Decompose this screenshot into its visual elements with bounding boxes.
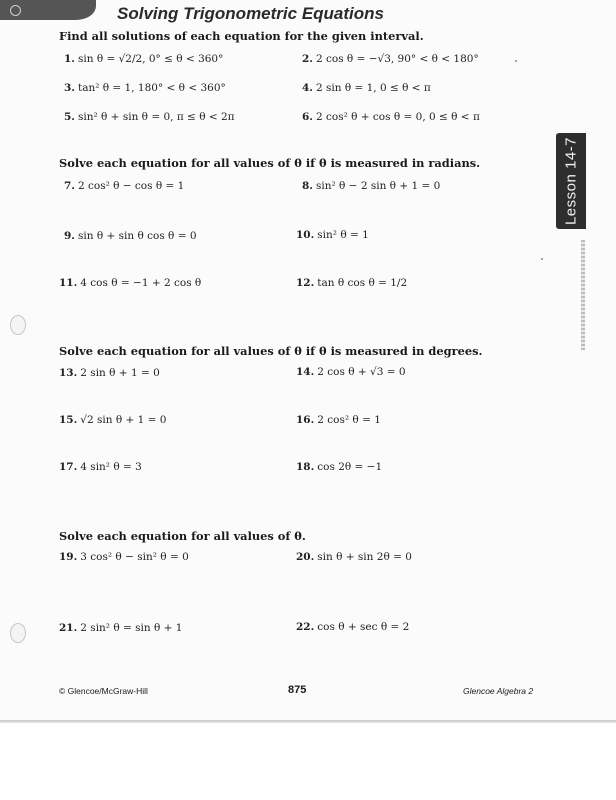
problem-18	[296, 461, 382, 473]
problem-number: 20.	[296, 551, 315, 563]
problem-9	[64, 230, 197, 242]
section-4-instruction: Solve each equation for all values of θ.	[59, 529, 306, 543]
problem-text: sin θ = √2/2, 0° ≤ θ < 360°	[77, 53, 224, 65]
problem-number: 16.	[296, 414, 315, 426]
problem-1	[64, 53, 223, 65]
problem-text: 2 cos θ + √3 = 0	[317, 366, 406, 378]
section-1-instruction: Find all solutions of each equation for the given interval.	[59, 29, 424, 43]
problem-6	[302, 111, 480, 123]
problem-text: sin θ + sin 2θ = 0	[317, 551, 412, 563]
problem-2	[302, 53, 479, 65]
footer-publisher: © Glencoe/McGraw-Hill	[59, 686, 148, 696]
problem-13	[59, 367, 160, 379]
problem-text: 2 cos² θ − cos θ = 1	[77, 180, 185, 192]
problem-text: √2 sin θ + 1 = 0	[80, 414, 167, 426]
problem-20	[296, 551, 412, 563]
problem-text: 2 sin² θ = sin θ + 1	[80, 622, 183, 634]
problem-15	[59, 414, 166, 426]
problem-8	[302, 180, 440, 192]
problem-17	[59, 461, 142, 473]
footer-page-number: 875	[288, 684, 307, 696]
problem-number: 4.	[302, 82, 313, 94]
problem-text: sin θ + sin θ cos θ = 0	[77, 230, 197, 242]
problem-10	[296, 229, 369, 241]
problem-number: 14.	[296, 366, 315, 378]
scan-edge	[0, 720, 616, 723]
problem-text: 2 cos² θ = 1	[317, 414, 381, 426]
problem-number: 12.	[296, 277, 315, 289]
section-3-instruction: Solve each equation for all values of θ if θ is measured in degrees.	[59, 344, 483, 358]
problem-number: 21.	[59, 622, 78, 634]
scan-speck	[515, 60, 517, 62]
problem-number: 6.	[302, 111, 313, 123]
problem-text: sin² θ − 2 sin θ + 1 = 0	[315, 180, 441, 192]
problem-text: 2 cos² θ + cos θ = 0, 0 ≤ θ < π	[315, 111, 480, 123]
binder-strip	[581, 240, 585, 350]
footer-book: Glencoe Algebra 2	[463, 686, 534, 696]
problem-11	[59, 277, 201, 289]
ring-icon	[10, 5, 21, 16]
page-title: Solving Trigonometric Equations	[117, 4, 384, 23]
problem-number: 1.	[64, 53, 75, 65]
problem-number: 5.	[64, 111, 75, 123]
punch-hole-icon	[10, 315, 26, 335]
problem-number: 18.	[296, 461, 315, 473]
problem-number: 19.	[59, 551, 78, 563]
problem-number: 8.	[302, 180, 313, 192]
problem-text: sin² θ = 1	[317, 229, 369, 241]
problem-number: 2.	[302, 53, 313, 65]
problem-19	[59, 551, 189, 563]
scan-speck	[541, 258, 543, 260]
problem-4	[302, 82, 431, 94]
problem-number: 13.	[59, 367, 78, 379]
problem-7	[64, 180, 184, 192]
problem-number: 17.	[59, 461, 78, 473]
problem-text: cos 2θ = −1	[317, 461, 383, 473]
problem-number: 22.	[296, 621, 315, 633]
problem-number: 15.	[59, 414, 78, 426]
punch-hole-icon	[10, 623, 26, 643]
problem-3	[64, 82, 226, 94]
problem-12	[296, 277, 407, 289]
lesson-tab-label: Lesson 14-7	[562, 136, 580, 226]
problem-text: 2 cos θ = −√3, 90° < θ < 180°	[315, 53, 479, 65]
section-2-instruction: Solve each equation for all values of θ if θ is measured in radians.	[59, 156, 481, 170]
problem-text: 2 sin θ = 1, 0 ≤ θ < π	[315, 82, 431, 94]
problem-5	[64, 111, 235, 123]
problem-21	[59, 622, 182, 634]
corner-tab	[0, 0, 96, 20]
problem-text: 4 cos θ = −1 + 2 cos θ	[80, 277, 202, 289]
problem-number: 9.	[64, 230, 75, 242]
problem-22	[296, 621, 409, 633]
problem-text: 2 sin θ + 1 = 0	[80, 367, 160, 379]
problem-text: 3 cos² θ − sin² θ = 0	[80, 551, 189, 563]
problem-14	[296, 366, 406, 378]
problem-text: sin² θ + sin θ = 0, π ≤ θ < 2π	[77, 111, 235, 123]
problem-text: cos θ + sec θ = 2	[317, 621, 410, 633]
problem-number: 3.	[64, 82, 75, 94]
problem-text: tan θ cos θ = 1/2	[317, 277, 408, 289]
problem-text: tan² θ = 1, 180° < θ < 360°	[77, 82, 226, 94]
problem-number: 7.	[64, 180, 75, 192]
problem-number: 11.	[59, 277, 78, 289]
problem-text: 4 sin² θ = 3	[80, 461, 142, 473]
lesson-side-tab	[556, 133, 586, 229]
problem-number: 10.	[296, 229, 315, 241]
problem-16	[296, 414, 381, 426]
